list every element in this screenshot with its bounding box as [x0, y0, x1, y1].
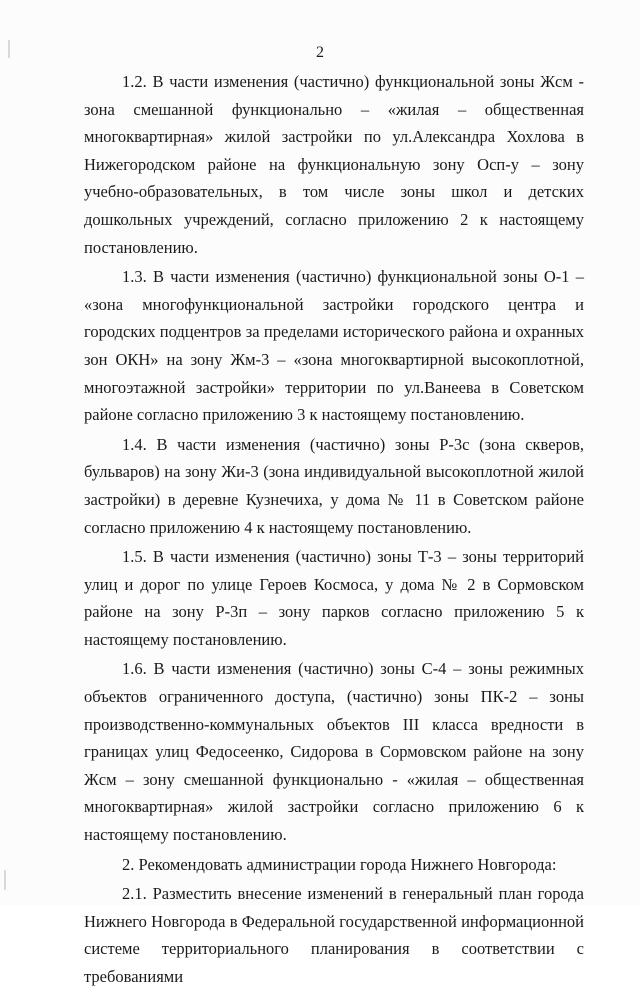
- scan-edge-mark: [4, 870, 6, 890]
- paragraph-2-1: 2.1. Разместить внесение изменений в генеральный план города Нижнего Новгорода в Федеральной государственной информационной системе территориального планирования в соответствии с требованиями: [84, 884, 584, 986]
- paragraph-1-3: 1.3. В части изменения (частично) функциональной зоны О-1 – «зона многофункциональной застройки городского центра и городских подцентров за пределами исторического района и охранных зон ОКН» на зону Жм-3 – «зона многоквартирной высокоплотной, многоэтажной застройки» территории по ул.Ванеева в Советском районе согласно приложению 3 к настоящему постановлению.: [84, 267, 584, 425]
- paragraph-1-5: 1.5. В части изменения (частично) зоны Т-3 – зоны территорий улиц и дорог по улице Героев Космоса, у дома № 2 в Сормовском районе на зону Р-3п – зону парков согласно приложению 5 к настоящему постановлению.: [84, 547, 584, 649]
- paragraph-1-2: 1.2. В части изменения (частично) функциональной зоны Жсм - зона смешанной функционально – «жилая – общественная многоквартирная» жилой застройки по ул.Александра Хохлова в Нижегородском районе на функциональную зону Осп-у – зону учебно-образовательных, в том числе зоны школ и детских дошкольных учреждений, согласно приложению 2 к настоящему постановлению.: [84, 72, 584, 257]
- page-number: 2: [316, 44, 324, 61]
- paragraph-1-4: 1.4. В части изменения (частично) зоны Р-3с (зона скверов, бульваров) на зону Жи-3 (зона индивидуальной высокоплотной жилой застройки) в деревне Кузнечиха, у дома № 11 в Советском районе согласно приложению 4 к настоящему постановлению.: [84, 434, 584, 537]
- paragraph-1-6: 1.6. В части изменения (частично) зоны С-4 – зоны режимных объектов ограниченного доступа, (частично) зоны ПК-2 – зоны производственно-коммунальных объектов III класса вредности в границах улиц Федосеенко, Сидорова в Сормовском районе на зону Жсм – зону смешанной функционально - «жилая – общественная многоквартирная» жилой застройки согласно приложению 6 к настоящему постановлению.: [84, 659, 584, 845]
- paragraph-2: 2. Рекомендовать администрации города Нижнего Новгорода:: [122, 854, 557, 874]
- document-body: [84, 68, 584, 993]
